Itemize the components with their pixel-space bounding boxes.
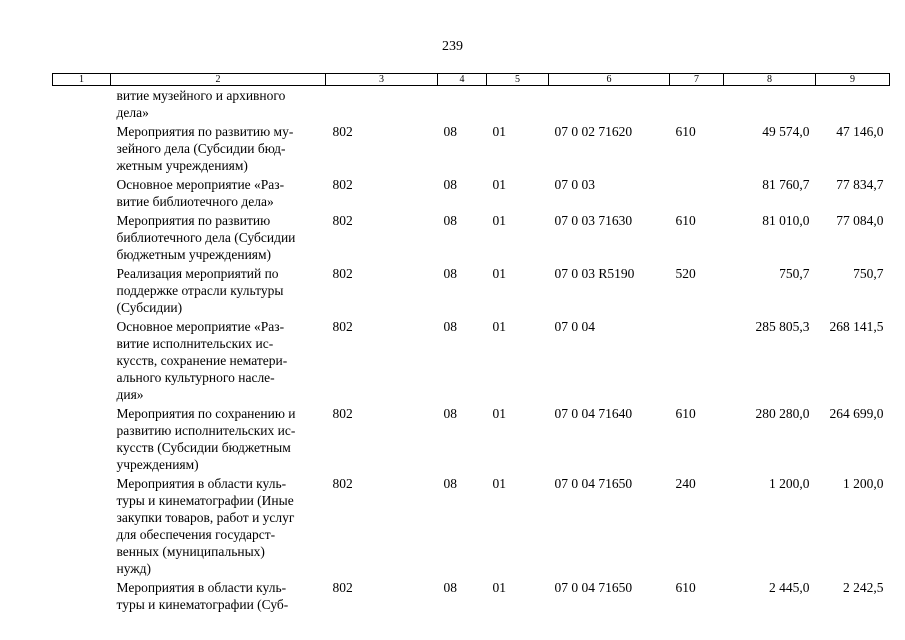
row-number-cell — [53, 86, 111, 122]
column-header-7: 7 — [670, 74, 724, 86]
column-header-3: 3 — [326, 74, 438, 86]
table-row — [53, 405, 890, 473]
budget-table — [52, 73, 890, 613]
row-name-line: библиотечного дела (Субсидии — [116, 230, 296, 245]
row-name-line: бюджетным учреждениям) — [116, 247, 272, 262]
row-cell-c3: 802 — [332, 580, 353, 595]
row-cell-c6: 07 0 03 — [554, 177, 595, 192]
row-cell-c9: 77 834,7 — [836, 177, 884, 192]
row-cell-c7 — [670, 176, 724, 210]
table-row — [53, 265, 890, 316]
row-cell-c9: 77 084,0 — [836, 213, 884, 228]
row-name-line: кусств (Субсидии бюджетным — [116, 440, 291, 455]
row-cell-c9 — [816, 86, 890, 122]
row-number-cell — [53, 123, 111, 174]
row-name-line: витие музейного и архивного — [116, 88, 286, 103]
column-header-9: 9 — [816, 74, 890, 86]
row-name-line: развитию исполнительских ис- — [116, 423, 296, 438]
row-cell-c4: 08 — [443, 406, 457, 421]
row-cell-c8: 2 445,0 — [769, 580, 810, 595]
row-name-cell — [111, 176, 326, 210]
row-cell-c4: 08 — [443, 319, 457, 334]
row-cell-c5: 01 — [492, 476, 506, 491]
row-name-line: Мероприятия по развитию — [116, 213, 271, 228]
row-cell-c9: 264 699,0 — [829, 406, 884, 421]
row-cell-c5: 01 — [492, 213, 506, 228]
row-name-line: кусств, сохранение нематери- — [116, 353, 288, 368]
row-name-line: для обеспечения государст- — [116, 527, 276, 542]
row-cell-c8: 49 574,0 — [762, 124, 810, 139]
row-name-cell — [111, 405, 326, 473]
row-cell-c3 — [326, 86, 438, 122]
row-cell-c3: 802 — [332, 177, 353, 192]
row-cell-c9: 47 146,0 — [836, 124, 884, 139]
row-name-cell — [111, 475, 326, 577]
page-number: 239 — [442, 39, 463, 54]
row-name-cell — [111, 212, 326, 263]
row-cell-c6: 07 0 02 71620 — [554, 124, 633, 139]
row-cell-c4: 08 — [443, 213, 457, 228]
row-number-cell — [53, 212, 111, 263]
row-cell-c3: 802 — [332, 476, 353, 491]
row-cell-c5: 01 — [492, 580, 506, 595]
row-name-line: Мероприятия по развитию му- — [116, 124, 294, 139]
row-name-line: (Субсидии) — [116, 300, 183, 315]
row-name-line: дела» — [116, 105, 149, 120]
row-cell-c8: 81 760,7 — [762, 177, 810, 192]
row-cell-c4: 08 — [443, 266, 457, 281]
row-cell-c3: 802 — [332, 124, 353, 139]
row-cell-c4 — [438, 86, 487, 122]
row-cell-c3: 802 — [332, 319, 353, 334]
row-name-line: жетным учреждениям) — [116, 158, 248, 173]
row-name-line: Основное мероприятие «Раз- — [116, 319, 285, 334]
column-header-5: 5 — [487, 74, 549, 86]
row-number-cell — [53, 318, 111, 403]
row-cell-c9: 750,7 — [853, 266, 884, 281]
row-name-line: учреждениям) — [116, 457, 199, 472]
row-name-cell — [111, 123, 326, 174]
row-cell-c6 — [549, 86, 670, 122]
row-name-line: витие библиотечного дела» — [116, 194, 274, 209]
row-name-line: зейного дела (Субсидии бюд- — [116, 141, 286, 156]
row-name-cell — [111, 579, 326, 613]
row-number-cell — [53, 405, 111, 473]
row-cell-c6: 07 0 03 R5190 — [554, 266, 635, 281]
row-cell-c9: 1 200,0 — [843, 476, 884, 491]
table-row — [53, 318, 890, 403]
row-cell-c3: 802 — [332, 213, 353, 228]
row-name-cell — [111, 265, 326, 316]
row-name-line: витие исполнительских ис- — [116, 336, 274, 351]
row-cell-c4: 08 — [443, 124, 457, 139]
row-name-line: поддержке отрасли культуры — [116, 283, 284, 298]
row-cell-c9: 2 242,5 — [843, 580, 884, 595]
row-name-line: венных (муниципальных) — [116, 544, 265, 559]
row-name-line: Реализация мероприятий по — [116, 266, 279, 281]
row-cell-c6: 07 0 04 71640 — [554, 406, 633, 421]
row-cell-c7 — [670, 86, 724, 122]
table-body — [53, 86, 890, 614]
row-name-line: закупки товаров, работ и услуг — [116, 510, 295, 525]
row-cell-c6: 07 0 04 — [554, 319, 595, 334]
column-header-6: 6 — [549, 74, 670, 86]
row-cell-c7: 610 — [675, 580, 696, 595]
row-cell-c8: 1 200,0 — [769, 476, 810, 491]
row-name-cell — [111, 318, 326, 403]
row-cell-c5: 01 — [492, 177, 506, 192]
row-name-line: Мероприятия в области куль- — [116, 476, 287, 491]
row-number-cell — [53, 579, 111, 613]
row-cell-c7 — [670, 318, 724, 403]
row-name-line: Мероприятия в области куль- — [116, 580, 287, 595]
column-number-header — [53, 74, 890, 86]
row-cell-c8 — [724, 86, 816, 122]
column-header-8: 8 — [724, 74, 816, 86]
column-header-1: 1 — [53, 74, 111, 86]
row-cell-c4: 08 — [443, 476, 457, 491]
row-cell-c9: 268 141,5 — [829, 319, 884, 334]
table-row — [53, 475, 890, 577]
table-row — [53, 212, 890, 263]
row-number-cell — [53, 265, 111, 316]
row-cell-c3: 802 — [332, 266, 353, 281]
row-name-cell — [111, 86, 326, 122]
row-cell-c3: 802 — [332, 406, 353, 421]
row-cell-c6: 07 0 04 71650 — [554, 476, 633, 491]
row-cell-c8: 750,7 — [779, 266, 810, 281]
row-cell-c7: 240 — [675, 476, 696, 491]
column-header-4: 4 — [438, 74, 487, 86]
row-cell-c5: 01 — [492, 266, 506, 281]
row-cell-c7: 520 — [675, 266, 696, 281]
row-cell-c6: 07 0 03 71630 — [554, 213, 633, 228]
row-cell-c4: 08 — [443, 580, 457, 595]
row-cell-c6: 07 0 04 71650 — [554, 580, 633, 595]
row-name-line: Основное мероприятие «Раз- — [116, 177, 285, 192]
row-name-line: туры и кинематографии (Суб- — [116, 597, 289, 612]
row-cell-c8: 81 010,0 — [762, 213, 810, 228]
row-name-line: ального культурного насле- — [116, 370, 275, 385]
row-name-line: дия» — [116, 387, 144, 402]
row-name-line: нужд) — [116, 561, 151, 576]
row-cell-c8: 285 805,3 — [755, 319, 810, 334]
row-name-line: Мероприятия по сохранению и — [116, 406, 296, 421]
row-cell-c5: 01 — [492, 319, 506, 334]
row-cell-c5: 01 — [492, 406, 506, 421]
row-cell-c5: 01 — [492, 124, 506, 139]
row-number-cell — [53, 176, 111, 210]
row-cell-c5 — [487, 86, 549, 122]
row-number-cell — [53, 475, 111, 577]
row-cell-c8: 280 280,0 — [755, 406, 810, 421]
table-row — [53, 579, 890, 613]
row-cell-c4: 08 — [443, 177, 457, 192]
row-name-line: туры и кинематографии (Иные — [116, 493, 294, 508]
column-header-2: 2 — [111, 74, 326, 86]
table-row — [53, 123, 890, 174]
row-cell-c7: 610 — [675, 406, 696, 421]
row-cell-c7: 610 — [675, 213, 696, 228]
table-row — [53, 176, 890, 210]
table-row — [53, 86, 890, 122]
row-cell-c7: 610 — [675, 124, 696, 139]
